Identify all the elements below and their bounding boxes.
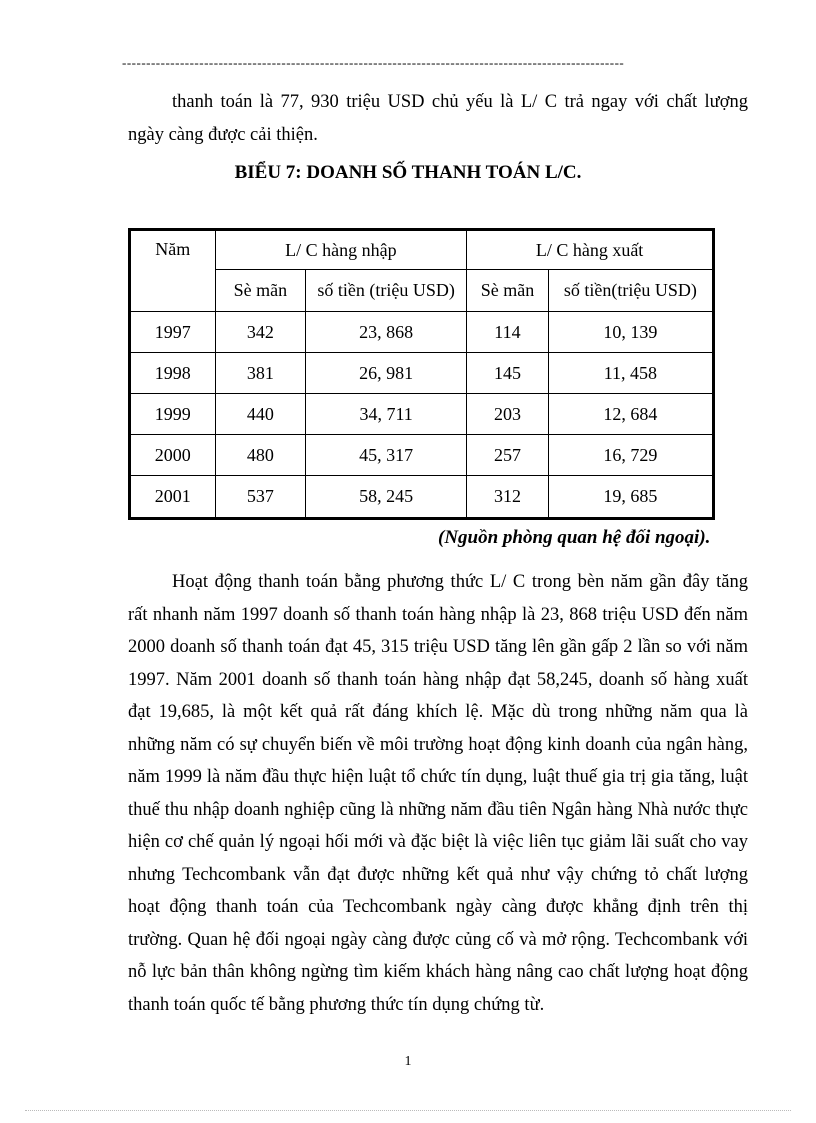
body-line: những năm có sự chuyển biến về môi trường hoạt động kinh doanh của ngân hàng,: [128, 734, 748, 755]
page-number: 1: [404, 1054, 412, 1069]
body-line: rất nhanh năm 1997 doanh số thanh toán hàng nhập là 23, 868 triệu USD đến năm: [128, 604, 748, 625]
cell-import-amount: 34, 711: [306, 394, 467, 435]
cell-import-count: 537: [215, 476, 306, 519]
body-line: đạt 19,685, là một kết quả rất đáng khích lệ. Mặc dù trong những năm qua là: [128, 702, 748, 722]
body-line: hoạt động thanh toán của Techcombank ngày càng được khẳng định trên thị: [128, 897, 748, 917]
cell-year: 1999: [130, 394, 216, 435]
cell-import-amount: 23, 868: [306, 312, 467, 353]
cell-export-count: 257: [467, 435, 549, 476]
cell-import-count: 381: [215, 353, 306, 394]
chart-title: BIỂU 7: DOANH SỐ THANH TOÁN L/C.: [234, 162, 582, 183]
body-line: 1997. Năm 2001 doanh số thanh toán hàng nhập đạt 58,245, doanh số hàng xuất: [128, 669, 748, 690]
table-row: [130, 312, 714, 353]
header-export: L/ C hàng xuất: [467, 230, 714, 270]
lc-payment-table: [128, 228, 715, 520]
cell-export-count: 145: [467, 353, 549, 394]
table-row: [130, 435, 714, 476]
body-line: nhưng Techcombank vẫn đạt được những kết quả như vậy chứng tỏ chất lượng: [128, 864, 748, 885]
cell-export-amount: 16, 729: [548, 435, 713, 476]
cell-import-amount: 45, 317: [306, 435, 467, 476]
cell-export-amount: 10, 139: [548, 312, 713, 353]
body-line: nỗ lực bản thân không ngừng tìm kiếm khách hàng nâng cao chất lượng hoạt động: [128, 962, 748, 982]
cell-year: 2001: [130, 476, 216, 519]
cell-export-amount: 19, 685: [548, 476, 713, 519]
cell-export-count: 114: [467, 312, 549, 353]
table-row: [130, 353, 714, 394]
source-note: (Nguồn phòng quan hệ đối ngoại).: [438, 527, 711, 548]
header-export-count: Sè mãn: [467, 270, 549, 312]
body-line: trường. Quan hệ đối ngoại ngày càng được củng cố và mở rộng. Techcombank với: [128, 929, 748, 950]
cell-export-count: 203: [467, 394, 549, 435]
cell-export-amount: 11, 458: [548, 353, 713, 394]
header-import-count: Sè mãn: [215, 270, 306, 312]
cell-import-amount: 26, 981: [306, 353, 467, 394]
table-row: [130, 476, 714, 519]
cell-year: 1998: [130, 353, 216, 394]
header-dash-rule: --------------------------------------------------------------------------------------------------------: [122, 56, 625, 70]
table-row: [130, 394, 714, 435]
cell-import-amount: 58, 245: [306, 476, 467, 519]
cell-export-amount: 12, 684: [548, 394, 713, 435]
header-year: Năm: [130, 230, 216, 312]
body-line: hiện cơ chế quản lý ngoại hối mới và đặc biệt là việc liên tục giảm lãi suất cho vay: [128, 832, 748, 852]
header-import-amount: số tiền (triệu USD): [306, 270, 467, 312]
cell-import-count: 342: [215, 312, 306, 353]
body-line: Hoạt động thanh toán bằng phương thức L/ C trong bèn năm gần đây tăng: [172, 572, 748, 592]
intro-line: ngày càng được cải thiện.: [128, 124, 318, 145]
header-import: L/ C hàng nhập: [215, 230, 467, 270]
cell-export-count: 312: [467, 476, 549, 519]
cell-year: 1997: [130, 312, 216, 353]
footer-divider: [25, 1110, 791, 1111]
body-line: năm 1999 là năm đầu thực hiện luật tổ chức tín dụng, luật thuế gia trị gia tăng, luật: [128, 767, 748, 787]
header-export-amount: số tiền(triệu USD): [548, 270, 713, 312]
intro-paragraph: [128, 86, 748, 151]
body-line: thanh toán quốc tế bằng phương thức tín dụng chứng từ.: [128, 994, 545, 1015]
body-paragraph: [128, 566, 748, 1021]
cell-year: 2000: [130, 435, 216, 476]
body-line: thuế thu nhập doanh nghiệp cũng là những năm đầu tiên Ngân hàng Nhà nước thực: [128, 799, 748, 820]
cell-import-count: 440: [215, 394, 306, 435]
body-line: 2000 doanh số thanh toán đạt 45, 315 triệu USD tăng lên gần gấp 2 lần so với năm: [128, 637, 748, 657]
intro-line: thanh toán là 77, 930 triệu USD chủ yếu là L/ C trả ngay với chất lượng: [172, 92, 748, 112]
cell-import-count: 480: [215, 435, 306, 476]
